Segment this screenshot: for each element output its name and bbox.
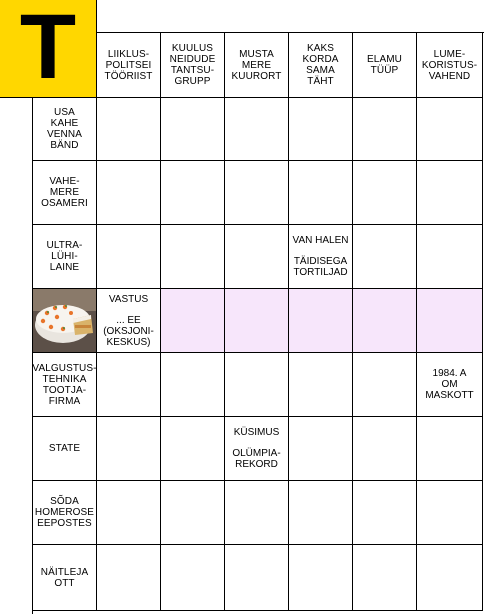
answer-cell[interactable] [97,545,161,611]
answer-cell[interactable] [161,545,225,611]
column-clue-text: LIIKLUS- POLITSEI TÖÖRIIST [104,48,153,82]
answer-cell[interactable] [97,161,161,225]
answer-cell[interactable] [161,161,225,225]
column-clue-3 [225,33,289,98]
inner-clue-top: VASTUS [108,293,149,305]
answer-cell[interactable] [289,289,353,353]
answer-cell[interactable] [225,161,289,225]
row-clue-2 [33,161,97,225]
answer-cell[interactable] [417,417,483,481]
inner-clue-bottom: ... EE (OKSJONI- KESKUS) [103,314,154,348]
inner-clue-cell [289,225,353,289]
row-clue-text: VAHE- MERE OSAMERI [41,176,88,209]
answer-cell[interactable] [161,98,225,161]
row-clue-5 [33,353,97,417]
answer-cell[interactable] [353,225,417,289]
answer-cell[interactable] [97,353,161,417]
inner-clue-cell [225,417,289,481]
column-clue-text: KAKS KORDA SAMA TÄHT [302,43,339,87]
answer-cell[interactable] [417,225,483,289]
column-clue-text: ELAMU TÜÜP [367,54,402,76]
column-clue-4 [289,33,353,98]
answer-cell[interactable] [353,289,417,353]
answer-cell[interactable] [417,289,483,353]
logo-letter: T [19,0,77,98]
inner-clue-top: KÜSIMUS [233,427,280,438]
column-clue-5 [353,33,417,98]
inner-clue-top: 1984. A OM MASKOTT [425,368,474,401]
column-clue-6 [417,33,483,98]
answer-cell[interactable] [225,289,289,353]
answer-cell[interactable] [353,353,417,417]
cake-photo [33,289,97,353]
inner-clue-cell [97,289,161,353]
column-clue-2 [161,33,225,98]
inner-clue-top: VAN HALEN [292,235,349,246]
answer-cell[interactable] [97,481,161,545]
answer-cell[interactable] [417,545,483,611]
answer-cell[interactable] [289,545,353,611]
answer-cell[interactable] [97,98,161,161]
row-clue-1 [33,98,97,161]
answer-cell[interactable] [289,98,353,161]
row-clue-text: NÄITLEJA OTT [40,566,89,589]
answer-cell[interactable] [225,481,289,545]
answer-cell[interactable] [353,161,417,225]
answer-cell[interactable] [417,98,483,161]
answer-cell[interactable] [225,98,289,161]
answer-cell[interactable] [353,545,417,611]
answer-cell[interactable] [97,225,161,289]
column-clue-text: LUME- KORISTUS- VAHEND [421,48,478,82]
answer-cell[interactable] [417,161,483,225]
answer-cell[interactable] [161,481,225,545]
answer-cell[interactable] [289,417,353,481]
answer-cell[interactable] [161,289,225,353]
row-clue-6 [33,417,97,481]
row-clue-text: USA KAHE VENNA BÄND [47,107,82,151]
inner-clue-cell [417,353,483,417]
answer-cell[interactable] [161,225,225,289]
answer-cell[interactable] [353,481,417,545]
answer-cell[interactable] [353,98,417,161]
answer-cell[interactable] [161,417,225,481]
answer-cell[interactable] [353,417,417,481]
column-clue-text: KUULUS NEIDUDE TANTSU- GRUPP [169,43,216,87]
answer-cell[interactable] [161,353,225,417]
row-clue-3 [33,225,97,289]
answer-cell[interactable] [97,417,161,481]
answer-cell[interactable] [225,225,289,289]
answer-cell[interactable] [289,481,353,545]
answer-cell[interactable] [417,481,483,545]
answer-cell[interactable] [225,353,289,417]
row-clue-8 [33,545,97,611]
row-clue-text: STATE [48,443,81,454]
inner-clue-bottom: OLÜMPIA- REKORD [232,448,281,470]
logo [0,0,97,98]
row-clue-7 [33,481,97,545]
cake-image [33,289,97,353]
answer-cell[interactable] [289,161,353,225]
column-clue-text: MUSTA MERE KUURORT [231,48,282,82]
answer-cell[interactable] [225,545,289,611]
row-clue-text: SÕDA HOMEROSE EEPOSTES [34,496,95,529]
answer-cell[interactable] [289,353,353,417]
inner-clue-bottom: TÄIDISEGA TORTILJAD [293,256,348,278]
row-clue-text: ULTRA- LÜHI- LAINE [46,240,83,273]
row-clue-text: VALGUSTUS- TEHNIKA TOOTJA- FIRMA [32,362,97,407]
column-clue-1 [97,33,161,98]
